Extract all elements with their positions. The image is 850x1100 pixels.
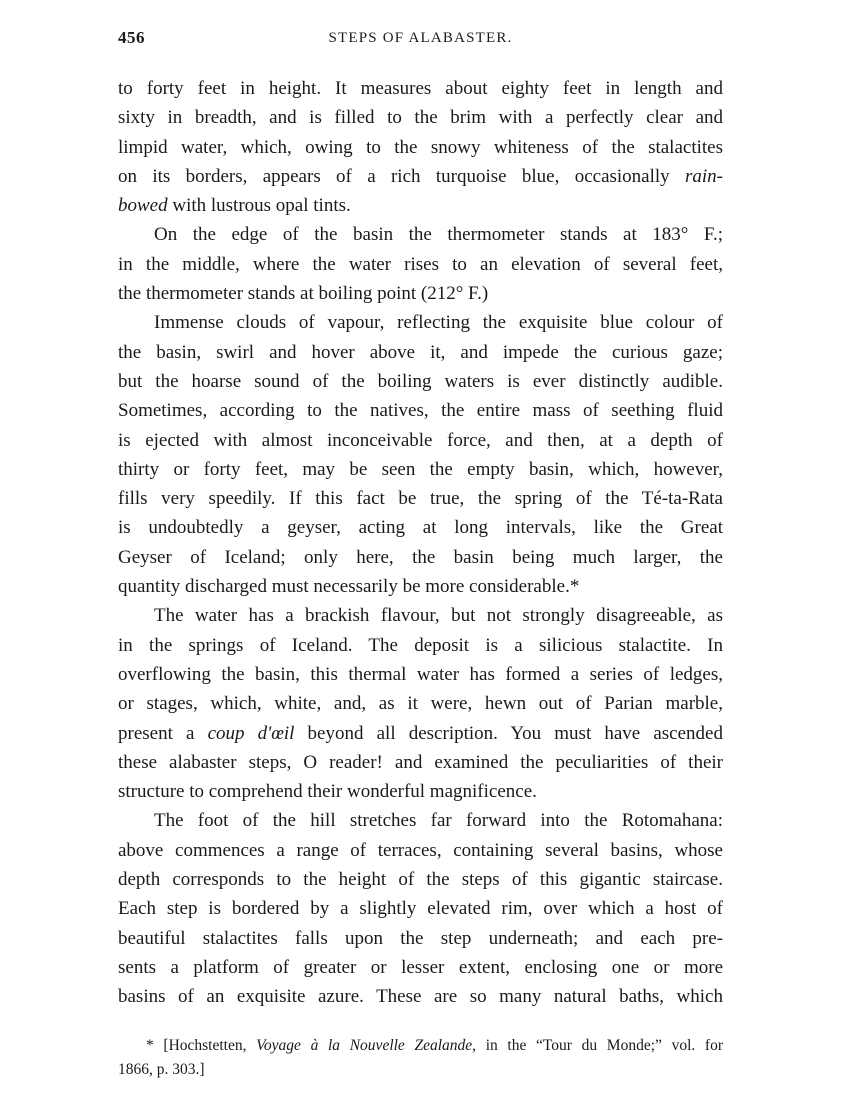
text-line: On the edge of the basin the thermometer stands at 183° F.; <box>154 224 723 246</box>
text-line: or stages, which, white, and, as it were, hewn out of Parian marble, <box>118 693 723 715</box>
text-line: is undoubtedly a geyser, acting at long intervals, like the Great <box>118 517 723 539</box>
page-number: 456 <box>118 28 145 47</box>
text-line: Immense clouds of vapour, reflecting the exquisite blue colour of <box>154 312 723 334</box>
text-line: structure to comprehend their wonderful magnificence. <box>118 781 537 803</box>
text-line: overflowing the basin, this thermal water has formed a series of ledges, <box>118 663 723 685</box>
text-line: in the springs of Iceland. The deposit is a silicious stalactite. In <box>118 634 723 656</box>
text-line: thirty or forty feet, may be seen the empty basin, which, however, <box>118 458 723 480</box>
text-line: above commences a range of terraces, containing several basins, whose <box>118 839 723 861</box>
text-line: the basin, swirl and hover above it, and impede the curious gaze; <box>118 341 723 363</box>
text-line: Sometimes, according to the natives, the entire mass of seething fluid <box>118 400 723 422</box>
text-line: Each step is bordered by a slightly elevated rim, over which a host of <box>118 898 723 920</box>
text-line: present a coup d'œil beyond all description. You must have ascended <box>118 722 723 744</box>
text-line: fills very speedily. If this fact be true, the spring of the Té-ta-Rata <box>118 488 723 510</box>
text-line: sixty in breadth, and is filled to the brim with a perfectly clear and <box>118 107 723 129</box>
text-line: Geyser of Iceland; only here, the basin being much larger, the <box>118 546 723 568</box>
footnote <box>118 1034 723 1082</box>
text-line: basins of an exquisite azure. These are so many natural baths, which <box>118 986 723 1008</box>
running-title: STEPS OF ALABASTER. <box>328 30 513 46</box>
page-header <box>118 28 723 52</box>
body-text <box>118 74 723 1012</box>
text-line: bowed with lustrous opal tints. <box>118 195 351 217</box>
text-line: on its borders, appears of a rich turquoise blue, occasionally rain- <box>118 165 723 187</box>
text-line: sents a platform of greater or lesser extent, enclosing one or more <box>118 956 723 978</box>
text-line: these alabaster steps, O reader! and examined the peculiarities of their <box>118 751 723 773</box>
text-line: The water has a brackish flavour, but not strongly disagreeable, as <box>154 605 723 627</box>
text-line: the thermometer stands at boiling point (212° F.) <box>118 283 489 305</box>
footnote-line: 1866, p. 303.] <box>118 1061 205 1078</box>
text-line: quantity discharged must necessarily be more considerable.* <box>118 576 580 598</box>
text-line: limpid water, which, owing to the snowy whiteness of the stalactites <box>118 136 723 158</box>
text-line: to forty feet in height. It measures about eighty feet in length and <box>118 78 723 99</box>
text-line: The foot of the hill stretches far forward into the Rotomahana: <box>154 810 723 832</box>
text-line: depth corresponds to the height of the steps of this gigantic staircase. <box>118 869 723 891</box>
text-line: beautiful stalactites falls upon the step underneath; and each pre- <box>118 927 723 949</box>
text-line: is ejected with almost inconceivable force, and then, at a depth of <box>118 429 723 451</box>
text-line: in the middle, where the water rises to an elevation of several feet, <box>118 253 723 275</box>
footnote-line: * [Hochstetten, Voyage à la Nouvelle Zealande, in the “Tour du Monde;” vol. for <box>146 1037 723 1054</box>
text-line: but the hoarse sound of the boiling waters is ever distinctly audible. <box>118 370 723 392</box>
